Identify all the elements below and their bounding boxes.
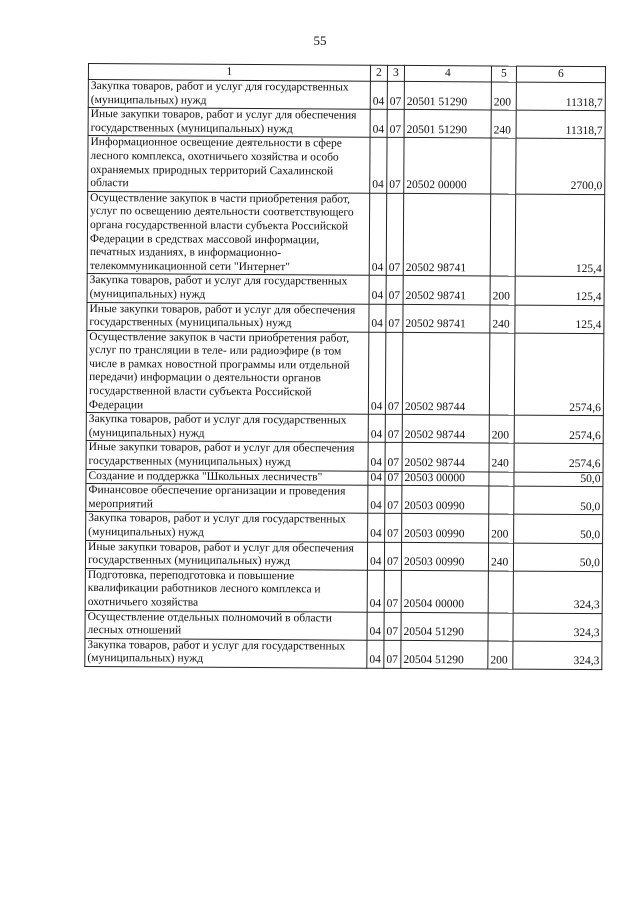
table-row — [86, 441, 603, 472]
row-expense-type-cell: 200 — [488, 641, 513, 669]
row-expense-type-cell — [490, 194, 516, 277]
column-header: 3 — [387, 65, 404, 81]
row-target-article-cell: 20504 51290 — [401, 612, 488, 641]
row-subsection-cell: 07 — [385, 332, 403, 415]
table-row — [86, 413, 603, 444]
row-amount-cell: 11318,7 — [516, 82, 605, 111]
row-section-cell: 04 — [370, 138, 387, 193]
row-target-article-cell: 20503 00990 — [401, 542, 488, 571]
row-target-article-cell: 20501 51290 — [404, 110, 491, 139]
table-row — [87, 274, 604, 305]
row-section-cell: 04 — [367, 640, 384, 668]
column-header: 5 — [491, 66, 516, 82]
row-target-article-cell: 20502 98741 — [403, 304, 490, 333]
row-amount-cell: 50,0 — [513, 543, 602, 572]
row-target-article-cell: 20502 98741 — [403, 193, 491, 276]
row-expense-type-cell: 240 — [488, 543, 513, 571]
row-subsection-cell: 07 — [385, 471, 402, 486]
row-subsection-cell: 07 — [384, 542, 401, 570]
row-name-cell: Иные закупки товаров, работ и услуг для обеспечения государственных (муниципальных) нужд — [88, 108, 370, 138]
row-subsection-cell: 07 — [387, 110, 404, 138]
row-name-cell: Подготовка, переподготовка и повышение квалификации работников лесного комплекса и охотничьего хозяйства — [85, 568, 367, 612]
row-target-article-cell: 20503 00990 — [402, 514, 489, 543]
row-amount-cell: 324,3 — [513, 641, 602, 670]
row-name-cell: Осуществление закупок в части приобретения работ, услуг по трансляции в теле- или радиоэфире (в том числе в рамках новостной программы или отдельной передачи) информации о деятельности органов государственной власти субъекта Российской Федерации — [86, 330, 368, 414]
table-row — [87, 302, 604, 333]
table-row — [85, 568, 602, 613]
row-expense-type-cell — [489, 333, 515, 416]
row-target-article-cell: 20502 98741 — [403, 276, 490, 305]
row-name-cell: Осуществление закупок в части приобретения работ, услуг по освещению деятельности соответствующего органа государственной власти субъекта Российской Федерации в средствах массовой информации, печатных изданиях, в информационно-телекоммуникационной сети "Интернет" — [87, 191, 369, 275]
row-amount-cell: 324,3 — [513, 613, 602, 642]
table-row — [85, 610, 602, 641]
row-name-cell: Осуществление отдельных полномочий в области лесных отношений — [85, 610, 367, 640]
row-name-cell: Финансовое обеспечение организации и проведения мероприятий — [86, 484, 368, 514]
table-row — [86, 330, 603, 416]
row-name-cell: Информационное освещение деятельности в сфере лесного комплекса, охотничьего хозяйства и особо охраняемых природных территорий Сахалинской области — [88, 136, 370, 193]
row-section-cell: 04 — [368, 471, 385, 486]
row-section-cell: 04 — [368, 414, 385, 442]
row-name-cell: Создание и поддержка "Школьных лесничеств" — [86, 469, 368, 485]
row-amount-cell: 324,3 — [513, 571, 602, 613]
row-amount-cell: 2574,6 — [514, 444, 603, 473]
row-expense-type-cell — [488, 571, 513, 613]
row-expense-type-cell: 200 — [490, 276, 515, 304]
row-target-article-cell: 20502 98744 — [402, 415, 489, 444]
row-section-cell: 04 — [369, 276, 386, 304]
row-subsection-cell: 07 — [386, 193, 404, 276]
column-header: 4 — [404, 65, 491, 82]
row-section-cell: 04 — [368, 485, 385, 513]
row-amount-cell: 11318,7 — [516, 110, 605, 139]
row-target-article-cell: 20502 98744 — [402, 443, 489, 472]
row-amount-cell: 125,4 — [515, 276, 604, 305]
row-amount-cell: 2574,6 — [514, 333, 604, 416]
row-name-cell: Иные закупки товаров, работ и услуг для обеспечения государственных (муниципальных) нужд — [87, 302, 369, 332]
row-name-cell: Закупка товаров, работ и услуг для государственных (муниципальных) нужд — [86, 413, 368, 443]
row-section-cell: 04 — [369, 304, 386, 332]
row-subsection-cell: 07 — [387, 138, 404, 193]
row-expense-type-cell — [491, 138, 516, 194]
row-amount-cell: 50,0 — [514, 515, 603, 544]
row-amount-cell: 50,0 — [514, 472, 603, 487]
row-target-article-cell: 20504 51290 — [401, 640, 488, 669]
row-subsection-cell: 07 — [387, 81, 404, 109]
table-row — [86, 484, 603, 515]
table-row — [88, 108, 605, 139]
row-name-cell: Закупка товаров, работ и услуг для государственных (муниципальных) нужд — [86, 512, 368, 542]
row-target-article-cell: 20501 51290 — [404, 81, 491, 110]
row-target-article-cell: 20502 00000 — [404, 138, 491, 194]
row-section-cell: 04 — [370, 81, 387, 109]
row-section-cell: 04 — [370, 109, 387, 137]
row-name-cell: Иные закупки товаров, работ и услуг для обеспечения государственных (муниципальных) нужд — [86, 441, 368, 471]
row-expense-type-cell: 240 — [489, 443, 514, 471]
row-section-cell: 04 — [369, 193, 387, 276]
table-row — [88, 80, 605, 111]
row-expense-type-cell — [489, 472, 514, 487]
row-section-cell: 04 — [368, 332, 386, 415]
table-row — [87, 191, 604, 277]
table-row — [85, 638, 602, 669]
row-subsection-cell: 07 — [384, 570, 401, 612]
row-subsection-cell: 07 — [385, 514, 402, 542]
row-amount-cell: 2700,0 — [516, 138, 605, 194]
row-name-cell: Закупка товаров, работ и услуг для государственных (муниципальных) нужд — [85, 638, 367, 668]
row-expense-type-cell: 200 — [491, 82, 516, 110]
row-name-cell: Закупка товаров, работ и услуг для государственных (муниципальных) нужд — [88, 80, 370, 110]
row-section-cell: 04 — [368, 443, 385, 471]
row-expense-type-cell — [489, 486, 514, 514]
row-name-cell: Закупка товаров, работ и услуг для государственных (муниципальных) нужд — [87, 274, 369, 304]
row-section-cell: 04 — [367, 542, 384, 570]
row-subsection-cell: 07 — [384, 612, 401, 640]
row-subsection-cell: 07 — [386, 276, 403, 304]
row-amount-cell: 2574,6 — [514, 415, 603, 444]
row-subsection-cell: 07 — [385, 443, 402, 471]
table-body — [85, 80, 606, 670]
row-section-cell: 04 — [367, 570, 384, 612]
table-row — [88, 136, 605, 195]
row-name-cell: Иные закупки товаров, работ и услуг для обеспечения государственных (муниципальных) нужд — [85, 540, 367, 570]
row-expense-type-cell — [488, 613, 513, 641]
table-row — [86, 512, 603, 543]
table-row — [85, 540, 602, 571]
row-target-article-cell: 20504 00000 — [401, 570, 488, 612]
row-target-article-cell: 20503 00990 — [402, 486, 489, 515]
column-header: 2 — [370, 65, 387, 81]
row-expense-type-cell: 240 — [490, 304, 515, 332]
row-target-article-cell: 20503 00000 — [402, 471, 489, 486]
row-amount-cell: 50,0 — [514, 486, 603, 515]
row-subsection-cell: 07 — [386, 304, 403, 332]
row-subsection-cell: 07 — [384, 640, 401, 668]
budget-table — [84, 63, 606, 670]
row-target-article-cell: 20502 98744 — [402, 332, 490, 415]
page-number: 55 — [313, 33, 327, 48]
row-expense-type-cell: 200 — [489, 415, 514, 443]
row-section-cell: 04 — [367, 612, 384, 640]
row-expense-type-cell: 240 — [491, 110, 516, 138]
row-subsection-cell: 07 — [385, 486, 402, 514]
row-expense-type-cell: 200 — [489, 514, 514, 542]
row-amount-cell: 125,4 — [515, 305, 604, 334]
column-header: 6 — [516, 66, 605, 83]
row-section-cell: 04 — [368, 514, 385, 542]
column-header: 1 — [88, 64, 370, 82]
row-amount-cell: 125,4 — [515, 194, 605, 277]
row-subsection-cell: 07 — [385, 415, 402, 443]
